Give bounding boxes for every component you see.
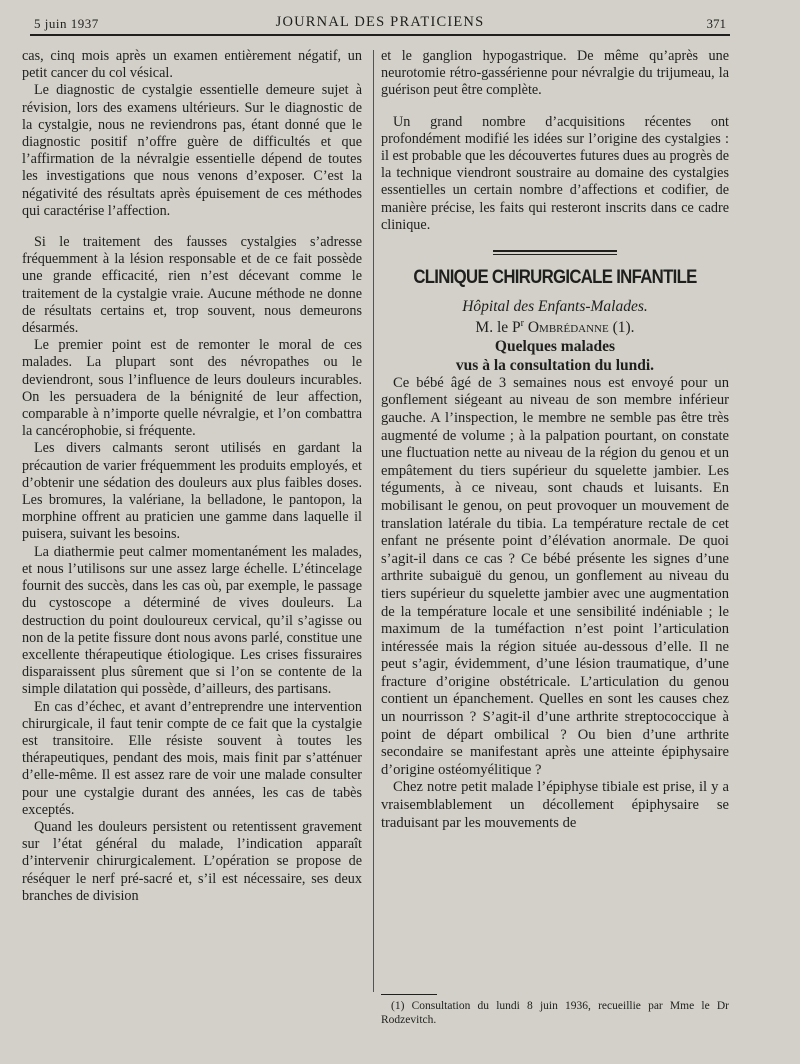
section-separator xyxy=(493,250,617,255)
paragraph: Ce bébé âgé de 3 semaines nous est envoyé pour un gonflement siégeant au niveau de son membre inférieur gauche. A l’inspection, le membre ne semble pas être très augmenté de volume ; à la palpation pourtant, on constate une fluctuation nette au niveau de la région du genou et un empâtement du tiers supérieur du squelette jambier. Les téguments, à ce niveau, sont chauds et luisants. En mobilisant le genou, on peut provoquer un mouvement de translation latérale du tibia. La température rectale de cet enfant ne présente point d’élévation anormale. De quoi s’agit-il dans ce cas ? Ce bébé présente les signes d’une arthrite subaiguë du genou, un gonflement au niveau du tiers supérieur du squelette jambier avec une augmentation de la température locale et une sensibilité indéniable ; le maximum de la tuméfaction n’est point l’articulation intéressée mais la région située au-dessous d’elle. Il ne peut s’agir, évidemment, d’une lésion traumatique, d’une fracture d’origine obstétricale. L’articulation du genou contient un épanchement. Quelles en sont les causes chez un nourrisson ? S’agit-il d’une arthrite streptococcique à point de départ ombilical ? Ou bien d’une arthrite secondaire se manifestant après une atteinte épiphysaire d’origine ostéomyélitique ? xyxy=(381,374,729,778)
paragraph: cas, cinq mois après un examen entièrement négatif, un petit cancer du col vésical. xyxy=(22,48,362,82)
professor-name: Ombrédanne xyxy=(527,319,609,337)
paragraph: et le ganglion hypogastrique. De même qu’après une neurotomie rétro-gassérienne pour névralgie du trijumeau, la guérison peut être complète. xyxy=(381,48,729,99)
right-column xyxy=(381,48,729,832)
section-title: CLINIQUE CHIRURGICALE INFANTILE xyxy=(413,266,697,289)
page-header xyxy=(30,10,730,34)
paragraph: Le diagnostic de cystalgie essentielle demeure sujet à révision, lors des examens ultérieurs. Sur le diagnostic de la cystalgie, nous ne reviendrons pas, étant donné que le diagnostic positif n’offre guère de difficultés et que l’affirmation de la névralgie essentielle dépend de toutes les investigations que nous venons d’exposer. C’est la négativité des résultats après épuisement de ces méthodes qui caractérise l’affection. xyxy=(22,82,362,219)
left-column xyxy=(22,48,362,905)
article-body xyxy=(381,375,729,832)
paragraph: La diathermie peut calmer momentanément les malades, et nous l’utilisons sur une assez large échelle. L’étincelage fournit des succès, dans les cas où, par exemple, le passage du cystoscope a déterminé de vives douleurs. La destruction du point douloureux cervical, qu’il s’agisse ou non de la petite fissure dont nous avons parlé, constitue une excellente thérapeutique étiologique. Les crises fissuraires disparaissent plus sûrement que si l’on se contente de la simple dilatation qui possède, d’ailleurs, des partisans. xyxy=(22,543,362,698)
paragraph: Chez notre petit malade l’épiphyse tibiale est prise, il y a vraisemblablement un décollement épiphysaire se traduisant par les mouvements de xyxy=(381,779,729,831)
journal-title: JOURNAL DES PRATICIENS xyxy=(275,14,485,30)
paragraph: Un grand nombre d’acquisitions récentes ont profondément modifié les idées sur l’origine des cystalgies : il est probable que les découvertes futures dues au progrès de la technique viendront soustraire au domaine des cystalgies essentielles un certain nombre d’affections et codifier, de manière précise, les faits qui resteront inscrits dans ce cadre clinique. xyxy=(381,113,729,233)
subtitle-line-1: Quelques malades xyxy=(494,337,616,355)
header-rule xyxy=(30,34,730,36)
issue-date: 5 juin 1937 xyxy=(34,16,99,31)
subtitle-line-2: vus à la consultation du lundi. xyxy=(455,356,655,374)
paragraph: Les divers calmants seront utilisés en gardant la précaution de varier fréquemment les produits employés, et d’obtenir une sédation des douleurs aux plus faibles doses. Les bromures, la valériane, la belladone, le pantopon, la morphine offrent au praticien une gamme dans laquelle il puisera, suivant les besoins. xyxy=(22,440,362,543)
article-subtitle xyxy=(381,337,729,375)
footnote-rule xyxy=(381,994,437,995)
professor-sup: r xyxy=(520,318,524,330)
footnote xyxy=(381,1000,729,1027)
column-divider xyxy=(373,50,374,992)
paragraph: En cas d’échec, et avant d’entreprendre une intervention chirurgicale, il faut tenir compte de ce fait que la cystalgie est transitoire. Elle résiste souvent à toutes les thérapeutiques, pendant des mois, mais finit par s’atténuer d’elle-même. Il est assez rare de voir une malade consulter pour une cystalgie durant des années, les cas de tabès exceptés. xyxy=(22,698,362,818)
paragraph: Le premier point est de remonter le moral de ces malades. La plupart sont des névropathes ou le deviendront, sous l’influence de leurs douleurs incurables. On les persuadera de la bénignité de leur affection, comparable à n’importe quelle névralgie, et l’on combattra la cancérophobie, si fréquente. xyxy=(22,337,362,440)
hospital-name: Hôpital des Enfants-Malades. xyxy=(462,298,648,316)
page-number: 371 xyxy=(706,16,726,31)
footnote-ref: (1). xyxy=(612,319,635,337)
professor-line xyxy=(381,315,729,336)
footnote-text: (1) Consultation du lundi 8 juin 1936, recueillie par Mme le Dr Rodzevitch. xyxy=(381,1000,729,1026)
paragraph: Quand les douleurs persistent ou retentissent gravement sur l’état général du malade, l’indication apparaît d’intervenir chirurgicalement. L’opération se propose de réséquer le nerf pré-sacré et, s’il est nécessaire, ses deux branches de division xyxy=(22,818,362,904)
professor-prefix: M. le P xyxy=(475,319,521,337)
paragraph: Si le traitement des fausses cystalgies s’adresse fréquemment à la lésion responsable et de ce fait possède une grande efficacité, rien n’est décevant comme le traitement de la cystalgie vraie. Aucune méthode ne donne de résultats certains et, trop souvent, nous demeurons désarmés. xyxy=(22,234,362,337)
